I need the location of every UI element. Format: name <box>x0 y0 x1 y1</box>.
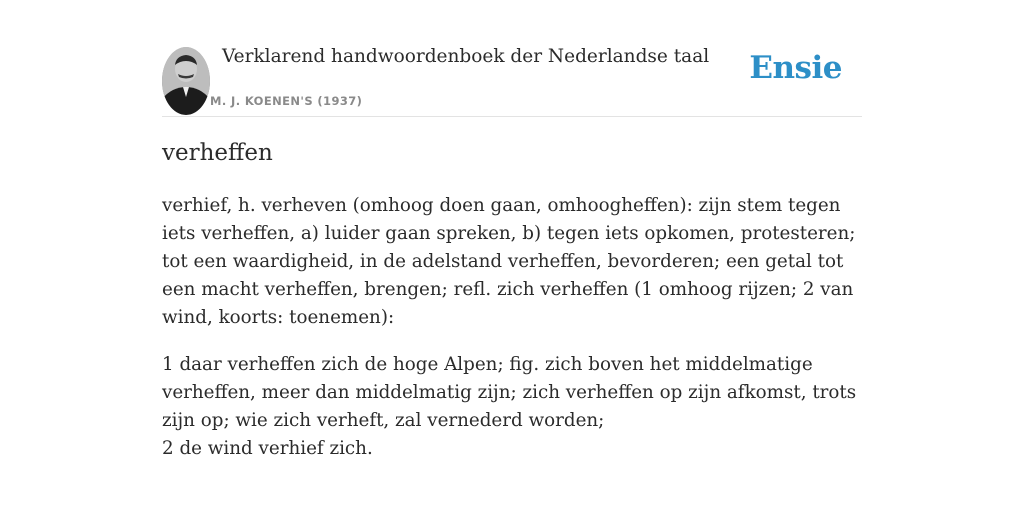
sense-2: 2 de wind verhief zich. <box>162 438 373 459</box>
author-portrait <box>162 47 210 115</box>
author-portrait-icon <box>162 47 210 115</box>
definition-paragraph: verhief, h. verheven (omhoog doen gaan, omhoogheffen): zijn stem tegen iets verheffen, a) luider gaan spreken, b) tegen iets opkomen, protesteren; tot een waardigheid, in de adelstand verheffen, bevorderen; een getal tot een macht verheffen, brengen; refl. zich verheffen (1 omhoog rijzen; 2 van wind, koorts: toenemen): <box>162 195 856 328</box>
entry-headword: verheffen <box>162 140 273 166</box>
entry-definition <box>162 192 862 482</box>
book-title: Verklarend handwoordenboek der Nederlandse taal <box>222 46 710 67</box>
definition-senses <box>162 351 862 463</box>
site-header <box>162 40 862 117</box>
sense-1: 1 daar verheffen zich de hoge Alpen; fig. zich boven het middelmatige verheffen, meer dan middelmatig zijn; zich verheffen op zijn afkomst, trots zijn op; wie zich verheft, zal vernederd worden; <box>162 354 857 431</box>
ensie-logo-link[interactable]: Ensie <box>749 50 842 86</box>
book-author: M. J. KOENEN'S (1937) <box>210 94 363 108</box>
